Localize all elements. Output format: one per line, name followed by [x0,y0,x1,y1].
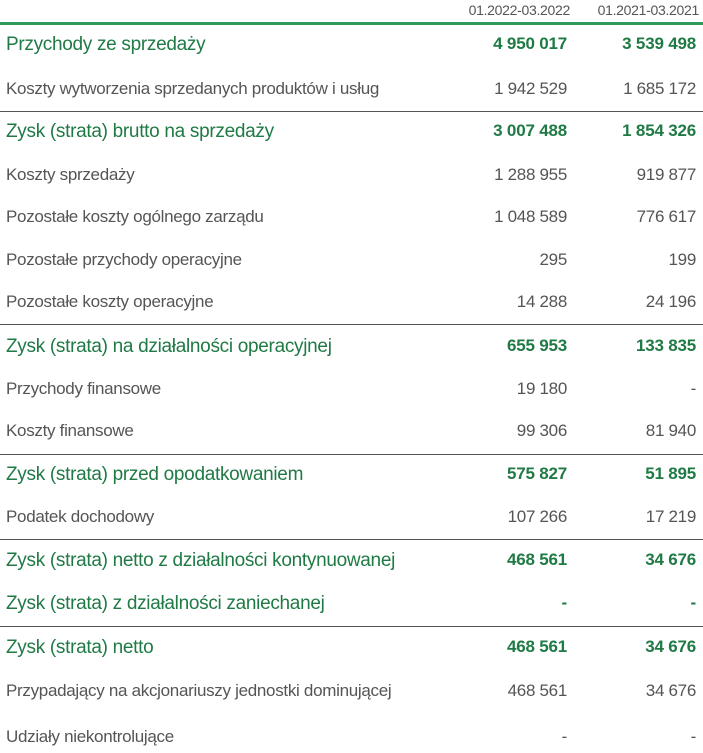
row-divider [0,111,703,112]
value-2021: 919 877 [636,165,696,184]
row-label: Przychody ze sprzedaży [6,34,206,55]
row-label: Pozostałe koszty operacyjne [6,292,214,311]
row-label: Zysk (strata) brutto na sprzedaży [6,121,274,142]
value-2021: 1 854 326 [622,121,696,140]
column-header-2022: 01.2022-03.2022 [468,2,570,18]
value-2022: - [561,593,567,612]
value-2022: 1 048 589 [494,207,567,226]
value-2021: 1 685 172 [623,79,696,98]
value-2021: 17 219 [645,507,696,526]
value-2021: 81 940 [645,421,696,440]
row-divider [0,324,703,325]
row-label: Zysk (strata) netto z działalności kontynuowanej [6,550,396,571]
value-2021: - [690,727,696,746]
row-divider [0,454,703,455]
row-label: Zysk (strata) z działalności zaniechanej [6,593,325,614]
value-2021: 3 539 498 [622,34,696,53]
value-2021: 776 617 [636,207,696,226]
value-2021: 34 676 [645,681,696,700]
value-2022: 3 007 488 [493,121,567,140]
value-2022: 655 953 [506,336,567,355]
value-2022: 4 950 017 [493,34,567,53]
value-2021: 34 676 [645,637,696,656]
row-label: Udziały niekontrolujące [6,727,174,746]
row-label: Podatek dochodowy [6,507,155,526]
value-2022: 468 561 [506,637,567,656]
value-2021: - [690,593,696,612]
value-2021: - [690,379,696,398]
row-divider [0,539,703,540]
value-2021: 199 [668,250,696,269]
row-label: Przychody finansowe [6,379,161,398]
value-2021: 51 895 [645,464,696,483]
row-label: Koszty wytworzenia sprzedanych produktów i usług [6,79,380,98]
value-2022: 99 306 [516,421,567,440]
value-2022: 468 561 [507,681,567,700]
value-2022: 575 827 [506,464,567,483]
row-label: Koszty finansowe [6,421,134,440]
value-2022: - [561,727,567,746]
value-2022: 14 288 [516,292,567,311]
row-label: Zysk (strata) przed opodatkowaniem [6,464,304,485]
value-2022: 1 288 955 [494,165,567,184]
row-label: Zysk (strata) na działalności operacyjnej [6,336,332,357]
row-label: Pozostałe koszty ogólnego zarządu [6,207,264,226]
column-header-2021: 01.2021-03.2021 [597,2,699,18]
value-2022: 107 266 [507,507,567,526]
value-2022: 295 [539,250,567,269]
value-2022: 19 180 [516,379,567,398]
value-2021: 133 835 [635,336,696,355]
value-2021: 24 196 [645,292,696,311]
row-divider [0,626,703,627]
value-2022: 468 561 [506,550,567,569]
row-label: Przypadający na akcjonariuszy jednostki dominującej [6,681,392,700]
table-header [0,0,703,25]
row-label: Pozostałe przychody operacyjne [6,250,242,269]
value-2022: 1 942 529 [494,79,567,98]
row-label: Zysk (strata) netto [6,637,154,658]
value-2021: 34 676 [645,550,696,569]
row-label: Koszty sprzedaży [6,165,135,184]
